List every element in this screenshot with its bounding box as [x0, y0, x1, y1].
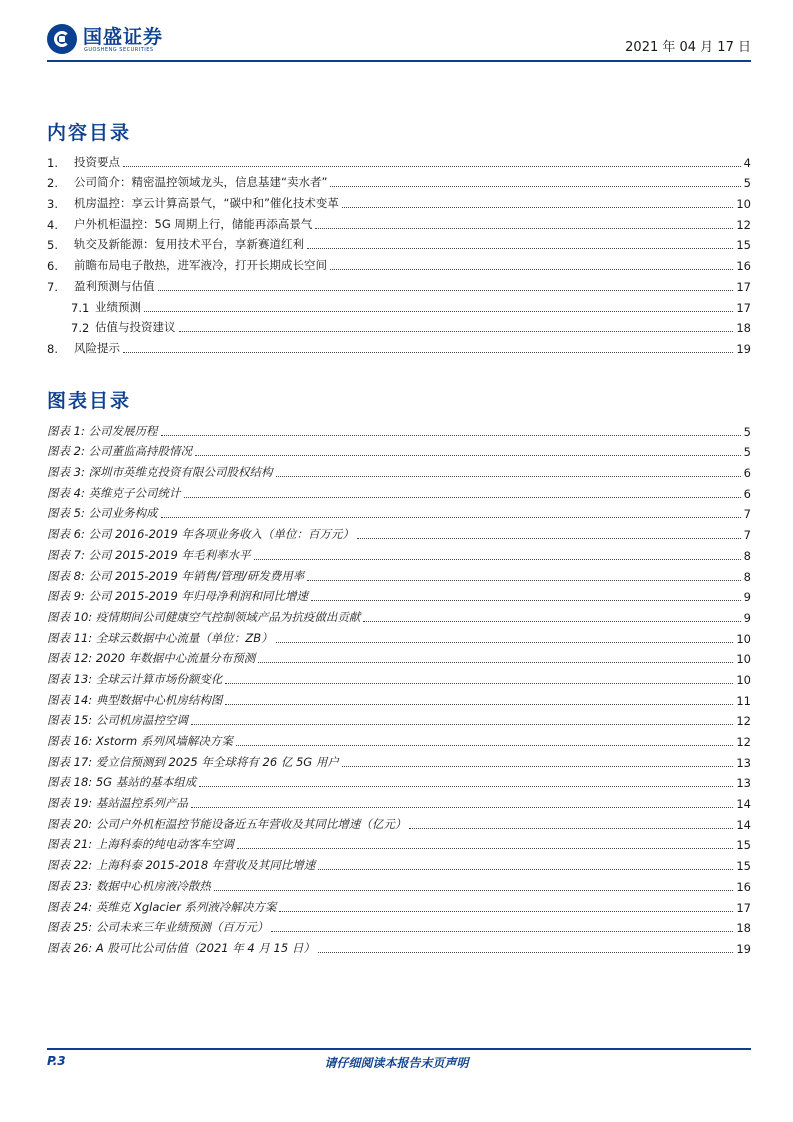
figure-item[interactable]	[47, 894, 751, 915]
figure-item[interactable]	[47, 708, 751, 729]
figure-page: 12	[736, 714, 751, 729]
toc-number: 1.	[47, 155, 58, 170]
figure-item[interactable]	[47, 625, 751, 646]
figure-text: 图表 8: 公司 2015-2019 年销售/管理/研发费用率	[47, 568, 305, 583]
toc-page: 19	[736, 341, 751, 356]
figure-page: 6	[743, 466, 751, 481]
figure-text: 图表 9: 公司 2015-2019 年归母净利润和同比增速	[47, 589, 308, 604]
dot-leader	[161, 516, 741, 518]
toc-number: 8.	[47, 341, 58, 356]
figure-page: 11	[736, 693, 751, 708]
dot-leader	[179, 330, 734, 332]
figure-item[interactable]	[47, 418, 751, 439]
dot-leader	[330, 185, 740, 187]
toc-page: 18	[736, 321, 751, 336]
dot-leader	[342, 765, 733, 767]
dot-leader	[158, 289, 734, 291]
toc-text: 风险提示	[74, 340, 120, 355]
report-date: 2021 年 04 月 17 日	[625, 40, 751, 55]
toc-number: 4.	[47, 217, 58, 232]
dot-leader	[330, 268, 733, 270]
toc-subitem[interactable]	[47, 315, 751, 336]
figure-page: 8	[743, 548, 751, 563]
figure-page: 17	[736, 900, 751, 915]
figure-page: 10	[736, 672, 751, 687]
figure-item[interactable]	[47, 459, 751, 480]
figure-item[interactable]	[47, 501, 751, 522]
footer-divider	[47, 1048, 751, 1050]
figure-text: 图表 16: Xstorm 系列风墙解决方案	[47, 734, 233, 748]
toc-number: 3.	[47, 197, 58, 212]
toc-text: 前瞻布局电子散热，进军液冷，打开长期成长空间	[74, 258, 327, 273]
figure-page: 14	[736, 817, 751, 832]
toc-page: 12	[736, 217, 751, 232]
toc-number: 7.	[47, 279, 58, 294]
figure-page: 10	[736, 631, 751, 646]
dot-leader	[254, 558, 741, 560]
toc-number: 7.2	[71, 321, 90, 336]
dot-leader	[307, 579, 740, 581]
figure-item[interactable]	[47, 521, 751, 542]
figure-text: 图表 5: 公司业务构成	[47, 506, 158, 521]
toc-page: 15	[736, 238, 751, 253]
dot-leader	[225, 682, 733, 684]
figure-page: 15	[736, 859, 751, 874]
figure-item[interactable]	[47, 542, 751, 563]
figure-item[interactable]	[47, 666, 751, 687]
dot-leader	[279, 910, 733, 912]
logo-icon	[47, 24, 77, 54]
figure-item[interactable]	[47, 687, 751, 708]
contents-title: 内容目录	[47, 122, 132, 144]
figure-item[interactable]	[47, 749, 751, 770]
toc-item[interactable]	[47, 335, 751, 356]
figure-page: 14	[736, 797, 751, 812]
contents-list	[47, 149, 751, 356]
figure-item[interactable]	[47, 873, 751, 894]
dot-leader	[307, 247, 733, 249]
toc-number: 7.1	[71, 300, 90, 315]
dot-leader	[191, 806, 734, 808]
header-divider	[47, 60, 751, 62]
dot-leader	[225, 703, 733, 705]
figure-page: 7	[743, 528, 751, 543]
toc-text: 业绩预测	[95, 299, 141, 314]
dot-leader	[195, 454, 741, 456]
dot-leader	[237, 847, 734, 849]
toc-text: 机房温控：享云计算高景气，“碳中和”催化技术变革	[74, 196, 339, 211]
toc-item[interactable]	[47, 211, 751, 232]
dot-leader	[363, 620, 740, 622]
figure-text: 图表 7: 公司 2015-2019 年毛利率水平	[47, 547, 251, 562]
logo-name-en: GUOSHENG SECURITIES	[84, 47, 154, 53]
dot-leader	[357, 537, 741, 539]
toc-text: 估值与投资建议	[95, 320, 176, 335]
toc-page: 10	[736, 197, 751, 212]
figure-text: 图表 4: 英维克子公司统计	[47, 485, 181, 500]
figure-text: 图表 12: 2020 年数据中心流量分布预测	[47, 651, 256, 666]
figure-text: 图表 11: 全球云数据中心流量（单位：ZB）	[47, 630, 273, 645]
figure-page: 16	[736, 879, 751, 894]
figure-item[interactable]	[47, 790, 751, 811]
dot-leader	[214, 889, 734, 891]
figure-item[interactable]	[47, 563, 751, 584]
toc-text: 公司简介：精密温控领域龙头，信息基建“卖水者”	[74, 175, 328, 190]
dot-leader	[276, 641, 734, 643]
figure-page: 13	[736, 776, 751, 791]
figure-text: 图表 10: 疫情期间公司健康空气控制领域产品为抗疫做出贡献	[47, 609, 361, 624]
figure-text: 图表 24: 英维克 Xglacier 系列液冷解决方案	[47, 899, 277, 914]
dot-leader	[191, 723, 734, 725]
figure-text: 图表 14: 典型数据中心机房结构图	[47, 692, 223, 707]
toc-subitem[interactable]	[47, 294, 751, 315]
figure-item[interactable]	[47, 770, 751, 791]
figure-text: 图表 21: 上海科泰的纯电动客车空调	[47, 837, 234, 852]
page-header	[47, 22, 751, 58]
dot-leader	[123, 165, 741, 167]
dot-leader	[276, 475, 741, 477]
figure-page: 5	[743, 445, 751, 460]
figure-page: 13	[736, 755, 751, 770]
toc-page: 17	[736, 279, 751, 294]
figure-text: 图表 23: 数据中心机房液冷散热	[47, 878, 211, 893]
figure-page: 6	[743, 486, 751, 501]
figure-text: 图表 19: 基站温控系列产品	[47, 796, 188, 811]
figure-text: 图表 1: 公司发展历程	[47, 423, 158, 438]
figure-text: 图表 20: 公司户外机柜温控节能设备近五年营收及其同比增速（亿元）	[47, 816, 407, 831]
dot-leader	[318, 868, 733, 870]
figure-item[interactable]	[47, 480, 751, 501]
figure-text: 图表 26: A 股可比公司估值（2021 年 4 月 15 日）	[47, 940, 315, 955]
toc-item[interactable]	[47, 252, 751, 273]
figure-page: 10	[736, 652, 751, 667]
figure-text: 图表 2: 公司董监高持股情况	[47, 444, 193, 459]
dot-leader	[318, 951, 734, 953]
dot-leader	[258, 661, 733, 663]
toc-text: 投资要点	[74, 154, 120, 169]
figures-title: 图表目录	[47, 390, 132, 412]
figure-text: 图表 25: 公司未来三年业绩预测（百万元）	[47, 920, 269, 935]
dot-leader	[236, 744, 734, 746]
dot-leader	[271, 930, 733, 932]
dot-leader	[123, 351, 733, 353]
figure-page: 8	[743, 569, 751, 584]
toc-number: 2.	[47, 176, 58, 191]
logo-name-cn: 国盛证券	[83, 26, 164, 48]
toc-page: 17	[736, 300, 751, 315]
toc-text: 轨交及新能源：复用技术平台，享新赛道红利	[74, 237, 304, 252]
figure-page: 7	[743, 507, 751, 522]
figure-page: 19	[736, 941, 751, 956]
toc-text: 盈利预测与估值	[74, 278, 155, 293]
figure-page: 15	[736, 838, 751, 853]
page-number: P.3	[47, 1054, 66, 1068]
toc-item[interactable]	[47, 170, 751, 191]
figure-text: 图表 17: 爱立信预测到 2025 年全球将有 26 亿 5G 用户	[47, 754, 339, 769]
figure-text: 图表 13: 全球云计算市场份额变化	[47, 671, 223, 686]
figure-item[interactable]	[47, 935, 751, 956]
figure-item[interactable]	[47, 852, 751, 873]
toc-number: 6.	[47, 259, 58, 274]
figures-list	[47, 418, 751, 956]
figure-item[interactable]	[47, 439, 751, 460]
figure-item[interactable]	[47, 915, 751, 936]
figure-page: 12	[736, 735, 751, 749]
footer-disclaimer: 请仔细阅读本报告末页声明	[324, 1056, 469, 1070]
figure-text: 图表 18: 5G 基站的基本组成	[47, 775, 197, 790]
toc-item[interactable]	[47, 232, 751, 253]
toc-item[interactable]	[47, 273, 751, 294]
toc-page: 4	[743, 155, 751, 170]
toc-text: 户外机柜温控：5G 周期上行，储能再添高景气	[74, 216, 313, 231]
toc-item[interactable]	[47, 190, 751, 211]
figure-item[interactable]	[47, 811, 751, 832]
dot-leader	[342, 206, 733, 208]
dot-leader	[184, 496, 741, 498]
toc-number: 5.	[47, 238, 58, 253]
dot-leader	[161, 434, 741, 436]
figure-page: 5	[743, 424, 751, 439]
figure-page: 9	[743, 590, 751, 605]
toc-item[interactable]	[47, 149, 751, 170]
dot-leader	[144, 310, 733, 312]
figure-text: 图表 22: 上海科泰 2015-2018 年营收及其同比增速	[47, 858, 316, 873]
figure-item[interactable]	[47, 584, 751, 605]
dot-leader	[311, 599, 741, 601]
figure-text: 图表 3: 深圳市英维克投资有限公司股权结构	[47, 465, 273, 480]
figure-item[interactable]	[47, 832, 751, 853]
figure-item[interactable]	[47, 728, 751, 749]
figure-text: 图表 15: 公司机房温控空调	[47, 713, 188, 728]
figure-page: 9	[743, 610, 751, 625]
toc-page: 16	[736, 259, 751, 274]
figure-item[interactable]	[47, 646, 751, 667]
figure-page: 18	[736, 921, 751, 936]
dot-leader	[199, 785, 733, 787]
dot-leader	[409, 827, 733, 829]
dot-leader	[315, 227, 733, 229]
figure-item[interactable]	[47, 604, 751, 625]
toc-page: 5	[743, 176, 751, 191]
figure-text: 图表 6: 公司 2016-2019 年各项业务收入（单位：百万元）	[47, 527, 354, 542]
